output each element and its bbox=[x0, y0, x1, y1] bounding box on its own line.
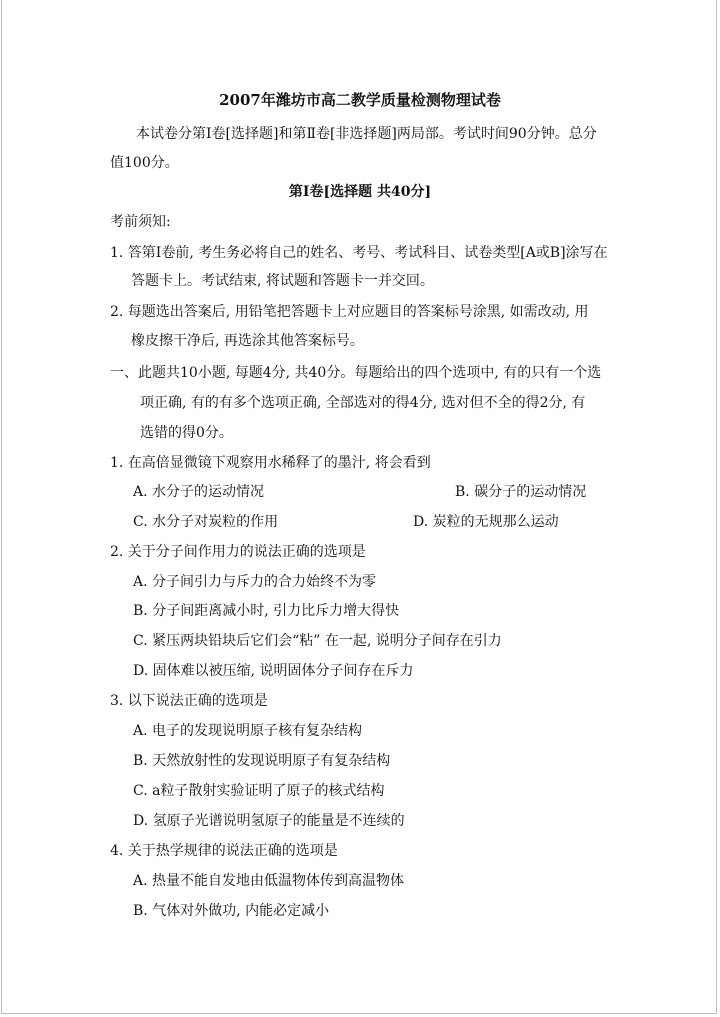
part1-line-3: 选错的得0分。 bbox=[140, 425, 233, 441]
question-4-stem: 4. 关于热学规律的说法正确的选项是 bbox=[110, 843, 338, 859]
question-1-option-c: C. 水分子对炭粒的作用 bbox=[133, 514, 279, 530]
question-3-option-b: B. 天然放射性的发现说明原子有复杂结构 bbox=[133, 753, 391, 769]
question-1-option-b: B. 碳分子的运动情况 bbox=[455, 484, 587, 500]
question-3-option-c: C. a粒子散射实验证明了原子的核式结构 bbox=[133, 783, 385, 799]
question-4-option-a: A. 热量不能自发地由低温物体传到高温物体 bbox=[133, 873, 405, 889]
notice-1-line-2: 答题卡上。考试结束, 将试题和答题卡一并交回。 bbox=[131, 273, 434, 289]
notice-2-line-2: 橡皮擦干净后, 再选涂其他答案标号。 bbox=[131, 333, 364, 349]
question-1-option-a: A. 水分子的运动情况 bbox=[133, 484, 265, 500]
page-border bbox=[1, 0, 717, 1014]
intro-line-2: 值100分。 bbox=[110, 155, 179, 171]
notice-2-line-1: 2. 每题选出答案后, 用铅笔把答题卡上对应题目的答案标号涂黑, 如需改动, 用 bbox=[110, 304, 589, 320]
notice-1-line-1: 1. 答第Ⅰ卷前, 考生务必将自己的姓名、考号、考试科目、试卷类型[A或B]涂写在 bbox=[110, 245, 608, 261]
question-3-stem: 3. 以下说法正确的选项是 bbox=[110, 693, 268, 709]
intro-line-1: 本试卷分第Ⅰ卷[选择题]和第Ⅱ卷[非选择题]两局部。考试时间90分钟。总分 bbox=[136, 126, 597, 142]
section-title: 第Ⅰ卷[选择题 共40分] bbox=[288, 184, 432, 200]
question-1-stem: 1. 在高倍显微镜下观察用水稀释了的墨汁, 将会看到 bbox=[110, 455, 431, 471]
part1-line-1: 一、此题共10小题, 每题4分, 共40分。每题给出的四个选项中, 有的只有一个选 bbox=[110, 365, 602, 381]
question-2-option-b: B. 分子间距离减小时, 引力比斥力增大得快 bbox=[133, 603, 400, 619]
part1-line-2: 项正确, 有的有多个选项正确, 全部选对的得4分, 选对但不全的得2分, 有 bbox=[140, 395, 586, 411]
notice-heading: 考前须知: bbox=[110, 214, 171, 230]
question-1-option-d: D. 炭粒的无规那么运动 bbox=[413, 514, 559, 530]
question-2-option-a: A. 分子间引力与斥力的合力始终不为零 bbox=[133, 574, 377, 590]
question-3-option-d: D. 氢原子光谱说明氢原子的能量是不连续的 bbox=[133, 813, 405, 829]
question-3-option-a: A. 电子的发现说明原子核有复杂结构 bbox=[133, 723, 363, 739]
question-2-option-c: C. 紧压两块铅块后它们会“粘” 在一起, 说明分子间存在引力 bbox=[133, 633, 502, 649]
page-title: 2007年潍坊市高二教学质量检测物理试卷 bbox=[219, 91, 501, 109]
question-2-option-d: D. 固体难以被压缩, 说明固体分子间存在斥力 bbox=[133, 663, 414, 679]
question-4-option-b: B. 气体对外做功, 内能必定减小 bbox=[133, 903, 330, 919]
question-2-stem: 2. 关于分子间作用力的说法正确的选项是 bbox=[110, 544, 366, 560]
